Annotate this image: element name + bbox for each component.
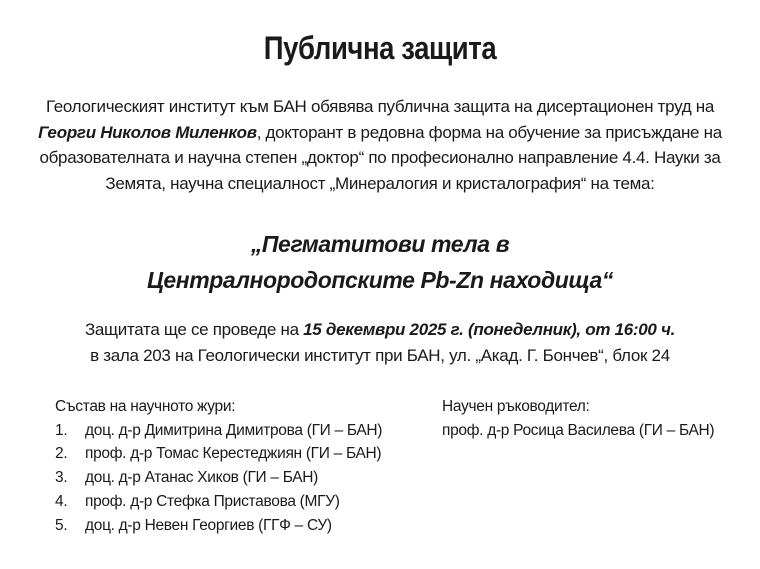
jury-member-name: доц. д-р Димитрина Димитрова (ГИ – БАН) xyxy=(85,421,383,439)
supervisor-heading: Научен ръководител: xyxy=(442,398,590,415)
jury-member xyxy=(55,514,425,538)
thesis-title xyxy=(20,226,740,298)
jury-member-name: проф. д-р Стефка Приставова (МГУ) xyxy=(85,492,340,510)
supervisor-name: проф. д-р Росица Василева (ГИ – БАН) xyxy=(442,421,715,439)
intro-paragraph xyxy=(30,94,730,196)
jury-member-number: 4. xyxy=(55,492,68,510)
jury-section xyxy=(55,395,425,537)
candidate-name: Георги Николов Миленков xyxy=(38,122,257,142)
jury-member-name: доц. д-р Атанас Хиков (ГИ – БАН) xyxy=(85,469,319,487)
defense-details xyxy=(20,317,740,368)
jury-member-number: 1. xyxy=(55,421,68,439)
thesis-title-line-1: „Пегматитови тела в xyxy=(250,231,510,257)
defense-location: в зала 203 на Геологически институт при БАН, ул. „Акад. Г. Бончев“, блок 24 xyxy=(90,345,670,365)
jury-member-number: 2. xyxy=(55,445,68,463)
supervisor-section xyxy=(442,395,742,442)
jury-member-number: 5. xyxy=(55,516,68,534)
jury-member xyxy=(55,466,425,490)
intro-text-after-name: , докторант в редовна форма на обучение за присъждане на образователната и научна степен „доктор“ по професионално направление 4.4. Науки за Земята, научна специалност „Минералогия и кристалография“ на тема: xyxy=(39,122,722,193)
thesis-title-line-2: Централнородопските Pb-Zn находища“ xyxy=(146,267,614,293)
intro-text-before-name: Геологическият институт към БАН обявява публична защита на дисертационен труд на xyxy=(45,97,715,116)
jury-member xyxy=(55,490,425,514)
defense-prefix: Защитата ще се проведе на xyxy=(84,320,304,339)
page-title: Публична защита xyxy=(263,30,497,66)
jury-member xyxy=(55,419,425,443)
defense-datetime: 15 декември 2025 г. (понеделник), от 16:00 ч. xyxy=(303,320,676,339)
jury-heading: Състав на научното жури: xyxy=(55,398,236,415)
jury-member-name: проф. д-р Томас Керестеджиян (ГИ – БАН) xyxy=(85,445,382,463)
defense-date-line xyxy=(20,317,740,343)
jury-member xyxy=(55,442,425,466)
jury-member-name: доц. д-р Невен Георгиев (ГГФ – СУ) xyxy=(85,516,332,534)
jury-member-number: 3. xyxy=(55,469,68,487)
jury-list xyxy=(55,419,425,538)
